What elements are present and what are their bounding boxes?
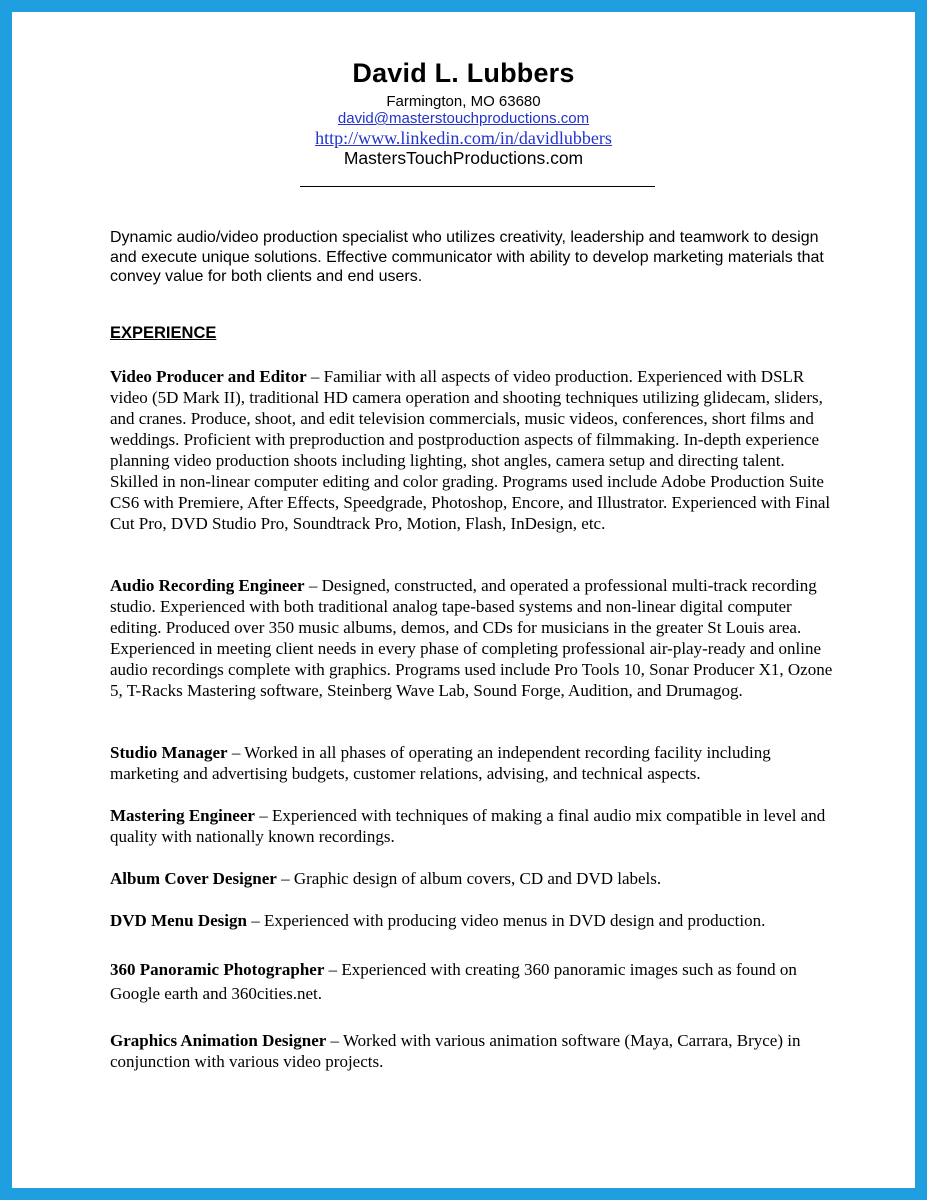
candidate-name: David L. Lubbers bbox=[352, 58, 575, 88]
experience-item bbox=[110, 575, 835, 701]
job-description: – Worked with various animation software (Maya, Carrara, Bryce) in conjunction with various video projects. bbox=[110, 1031, 801, 1071]
header-divider bbox=[300, 186, 655, 187]
job-title: 360 Panoramic Photographer bbox=[110, 960, 325, 979]
experience-item bbox=[110, 742, 835, 784]
email-link[interactable]: david@masterstouchproductions.com bbox=[337, 110, 590, 127]
experience-item bbox=[110, 958, 835, 1006]
experience-item bbox=[110, 910, 835, 931]
job-title: Mastering Engineer bbox=[110, 806, 255, 825]
job-description: – Worked in all phases of operating an independent recording facility including marketing and advertising budgets, customer relations, advising, and technical aspects. bbox=[110, 743, 771, 783]
job-title: DVD Menu Design bbox=[110, 911, 247, 930]
job-title: Audio Recording Engineer bbox=[110, 576, 305, 595]
job-description: – Experienced with creating 360 panoramic images such as found on Google earth and 360cities.net. bbox=[110, 960, 797, 1003]
job-description: – Graphic design of album covers, CD and DVD labels. bbox=[276, 869, 662, 888]
job-description: – Experienced with producing video menus in DVD design and production. bbox=[246, 911, 766, 930]
experience-item bbox=[110, 1030, 835, 1072]
experience-heading: EXPERIENCE bbox=[110, 324, 217, 342]
job-description: – Familiar with all aspects of video production. Experienced with DSLR video (5D Mark II), traditional HD camera operation and shooting techniques utilizing glidecam, sliders, and cranes. Produce, shoot, and edit television commercials, music videos, conferences, short films and weddings. Proficient with preproduction and postproduction aspects of filmmaking. In-depth experience planning video production shoots including lighting, shot angles, camera setup and directing talent. Skilled in non-linear computer editing and color grading. Programs used include Adobe Production Suite CS6 with Premiere, After Effects, Speedgrade, Photoshop, Encore, and Illustrator. Experienced with Final Cut Pro, DVD Studio Pro, Soundtrack Pro, Motion, Flash, InDesign, etc. bbox=[110, 367, 831, 533]
address: Farmington, MO 63680 bbox=[386, 93, 541, 110]
linkedin-link[interactable]: http://www.linkedin.com/in/davidlubbers bbox=[315, 128, 612, 148]
job-title: Album Cover Designer bbox=[110, 869, 277, 888]
experience-item bbox=[110, 366, 835, 534]
experience-item bbox=[110, 868, 835, 889]
job-title: Video Producer and Editor bbox=[110, 367, 307, 386]
job-description: – Experienced with techniques of making a final audio mix compatible in level and quality with nationally known recordings. bbox=[110, 806, 826, 846]
job-title: Studio Manager bbox=[110, 743, 228, 762]
experience-item bbox=[110, 805, 835, 847]
job-title: Graphics Animation Designer bbox=[110, 1031, 327, 1050]
summary-paragraph: Dynamic audio/video production specialist who utilizes creativity, leadership and teamwork to design and execute unique solutions. Effective communicator with ability to develop marketing materials that convey value for both clients and end users. bbox=[110, 229, 824, 285]
website: MastersTouchProductions.com bbox=[343, 148, 584, 168]
job-description: – Designed, constructed, and operated a professional multi-track recording studio. Experienced with both traditional analog tape-based systems and non-linear digital computer editing. Produced over 350 music albums, demos, and CDs for musicians in the greater St Louis area. Experienced in meeting client needs in every phase of completing professional air-play-ready and online audio recordings complete with graphics. Programs used include Pro Tools 10, Sonar Producer X1, Ozone 5, T-Racks Mastering software, Steinberg Wave Lab, Sound Forge, Audition, and Drumagog. bbox=[110, 576, 833, 700]
